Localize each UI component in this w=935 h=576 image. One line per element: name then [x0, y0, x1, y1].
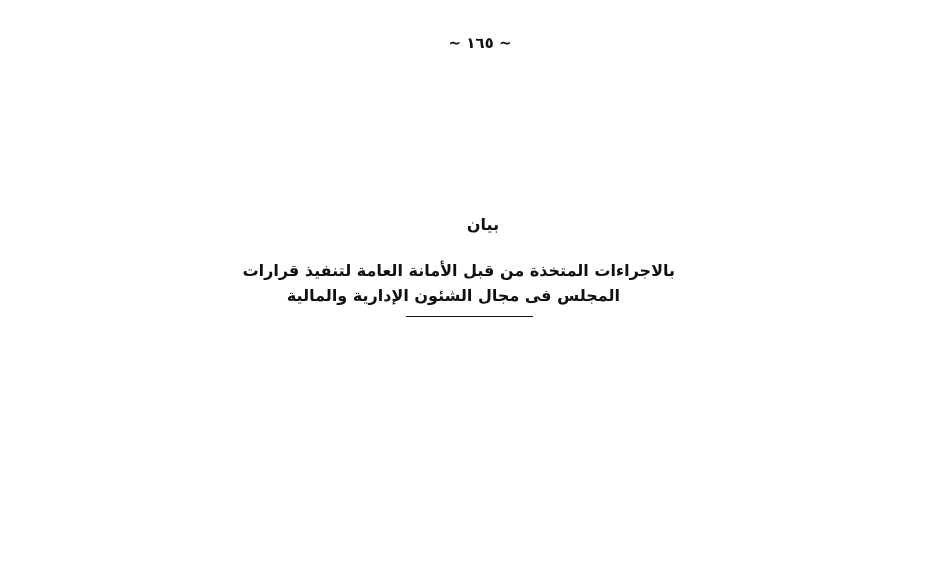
document-heading: بيان	[466, 215, 500, 234]
subtitle-line-2: المجلس فى مجال الشئون الإدارية والمالية	[286, 286, 620, 305]
heading-underline-divider	[406, 316, 533, 317]
document-subtitle	[242, 258, 675, 308]
subtitle-line-1: بالاجراءات المتخذة من قبل الأمانة العامة لتنفيذ قرارات	[242, 261, 675, 280]
page-number: ~ ١٦٥ ~	[448, 34, 512, 52]
